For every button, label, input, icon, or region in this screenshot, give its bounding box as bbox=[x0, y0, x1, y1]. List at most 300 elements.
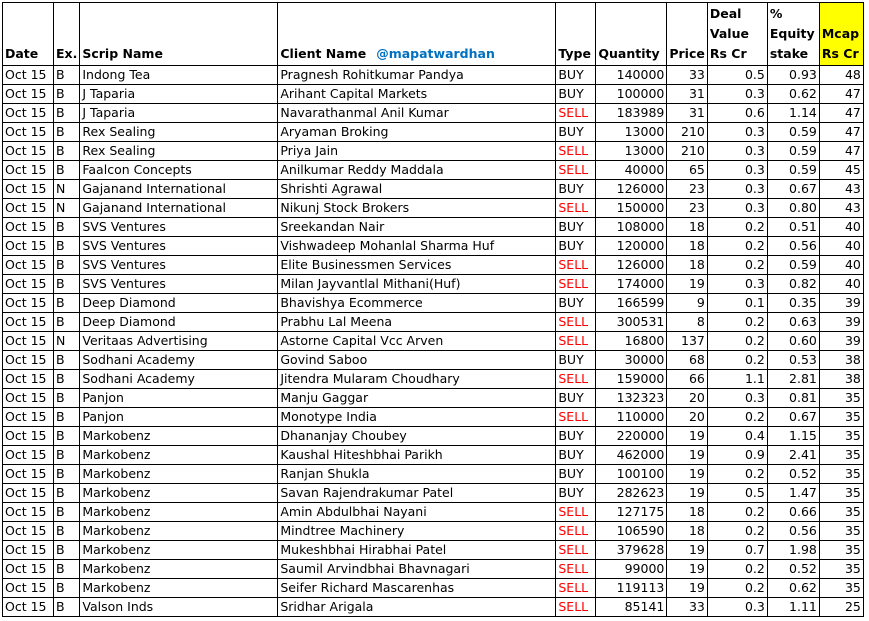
cell-date: Oct 15 bbox=[3, 332, 54, 351]
cell-exchange: B bbox=[54, 275, 80, 294]
block-deals-table bbox=[2, 2, 864, 617]
cell-deal-value: 0.5 bbox=[707, 484, 767, 503]
cell-mcap: 40 bbox=[819, 256, 863, 275]
table-row bbox=[3, 427, 864, 446]
table-row bbox=[3, 104, 864, 123]
cell-equity-stake: 0.82 bbox=[767, 275, 819, 294]
cell-price: 33 bbox=[667, 66, 708, 85]
cell-price: 18 bbox=[667, 218, 708, 237]
cell-mcap: 40 bbox=[819, 218, 863, 237]
cell-mcap: 35 bbox=[819, 503, 863, 522]
cell-date: Oct 15 bbox=[3, 541, 54, 560]
cell-type: SELL bbox=[556, 161, 596, 180]
cell-deal-value: 0.5 bbox=[707, 66, 767, 85]
cell-deal-value: 0.2 bbox=[707, 256, 767, 275]
table-row bbox=[3, 332, 864, 351]
cell-client-name: Astorne Capital Vcc Arven bbox=[278, 332, 556, 351]
table-body bbox=[3, 66, 864, 617]
cell-equity-stake: 0.59 bbox=[767, 142, 819, 161]
cell-type: BUY bbox=[556, 389, 596, 408]
cell-exchange: B bbox=[54, 294, 80, 313]
cell-deal-value: 0.2 bbox=[707, 351, 767, 370]
cell-date: Oct 15 bbox=[3, 408, 54, 427]
cell-mcap: 35 bbox=[819, 560, 863, 579]
cell-deal-value: 0.3 bbox=[707, 598, 767, 617]
cell-deal-value: 0.2 bbox=[707, 313, 767, 332]
cell-equity-stake: 0.59 bbox=[767, 256, 819, 275]
cell-scrip-name: J Taparia bbox=[80, 85, 278, 104]
cell-price: 65 bbox=[667, 161, 708, 180]
table-row bbox=[3, 237, 864, 256]
cell-type: BUY bbox=[556, 465, 596, 484]
cell-equity-stake: 1.14 bbox=[767, 104, 819, 123]
cell-equity-stake: 0.51 bbox=[767, 218, 819, 237]
cell-mcap: 39 bbox=[819, 332, 863, 351]
cell-scrip-name: Deep Diamond bbox=[80, 313, 278, 332]
cell-exchange: B bbox=[54, 66, 80, 85]
cell-client-name: Prabhu Lal Meena bbox=[278, 313, 556, 332]
cell-type: BUY bbox=[556, 351, 596, 370]
table-row bbox=[3, 218, 864, 237]
cell-date: Oct 15 bbox=[3, 598, 54, 617]
cell-date: Oct 15 bbox=[3, 427, 54, 446]
cell-client-name: Manju Gaggar bbox=[278, 389, 556, 408]
cell-type: BUY bbox=[556, 180, 596, 199]
cell-client-name: Pragnesh Rohitkumar Pandya bbox=[278, 66, 556, 85]
cell-date: Oct 15 bbox=[3, 180, 54, 199]
cell-price: 210 bbox=[667, 142, 708, 161]
table-row bbox=[3, 484, 864, 503]
cell-deal-value: 0.3 bbox=[707, 389, 767, 408]
cell-deal-value: 0.1 bbox=[707, 294, 767, 313]
cell-exchange: B bbox=[54, 237, 80, 256]
cell-type: BUY bbox=[556, 123, 596, 142]
cell-price: 23 bbox=[667, 180, 708, 199]
cell-date: Oct 15 bbox=[3, 66, 54, 85]
cell-mcap: 47 bbox=[819, 104, 863, 123]
cell-price: 18 bbox=[667, 503, 708, 522]
cell-deal-value: 0.3 bbox=[707, 275, 767, 294]
cell-quantity: 462000 bbox=[596, 446, 667, 465]
cell-quantity: 106590 bbox=[596, 522, 667, 541]
cell-date: Oct 15 bbox=[3, 389, 54, 408]
cell-scrip-name: SVS Ventures bbox=[80, 256, 278, 275]
cell-price: 18 bbox=[667, 522, 708, 541]
cell-mcap: 47 bbox=[819, 85, 863, 104]
cell-scrip-name: Gajanand International bbox=[80, 199, 278, 218]
cell-exchange: B bbox=[54, 218, 80, 237]
cell-type: BUY bbox=[556, 237, 596, 256]
cell-mcap: 45 bbox=[819, 161, 863, 180]
cell-client-name: Amin Abdulbhai Nayani bbox=[278, 503, 556, 522]
table-row bbox=[3, 180, 864, 199]
cell-type: BUY bbox=[556, 427, 596, 446]
cell-equity-stake: 1.11 bbox=[767, 598, 819, 617]
cell-quantity: 126000 bbox=[596, 180, 667, 199]
cell-quantity: 40000 bbox=[596, 161, 667, 180]
cell-price: 19 bbox=[667, 446, 708, 465]
cell-quantity: 150000 bbox=[596, 199, 667, 218]
table-row bbox=[3, 351, 864, 370]
table-row bbox=[3, 199, 864, 218]
cell-scrip-name: Panjon bbox=[80, 408, 278, 427]
cell-type: SELL bbox=[556, 408, 596, 427]
cell-equity-stake: 0.81 bbox=[767, 389, 819, 408]
table-row bbox=[3, 123, 864, 142]
table-row bbox=[3, 85, 864, 104]
cell-date: Oct 15 bbox=[3, 522, 54, 541]
cell-date: Oct 15 bbox=[3, 560, 54, 579]
cell-exchange: N bbox=[54, 180, 80, 199]
cell-quantity: 100100 bbox=[596, 465, 667, 484]
cell-mcap: 48 bbox=[819, 66, 863, 85]
cell-deal-value: 0.9 bbox=[707, 446, 767, 465]
cell-date: Oct 15 bbox=[3, 503, 54, 522]
cell-type: SELL bbox=[556, 579, 596, 598]
header-mcap: Mcap Rs Cr bbox=[819, 3, 863, 66]
cell-date: Oct 15 bbox=[3, 85, 54, 104]
cell-mcap: 35 bbox=[819, 427, 863, 446]
cell-price: 210 bbox=[667, 123, 708, 142]
cell-equity-stake: 0.63 bbox=[767, 313, 819, 332]
cell-date: Oct 15 bbox=[3, 313, 54, 332]
cell-equity-stake: 0.59 bbox=[767, 161, 819, 180]
cell-exchange: B bbox=[54, 123, 80, 142]
cell-quantity: 110000 bbox=[596, 408, 667, 427]
cell-quantity: 282623 bbox=[596, 484, 667, 503]
cell-mcap: 38 bbox=[819, 370, 863, 389]
header-equity-stake: % Equity stake bbox=[767, 3, 819, 66]
cell-price: 68 bbox=[667, 351, 708, 370]
cell-client-name: Dhananjay Choubey bbox=[278, 427, 556, 446]
table-row bbox=[3, 294, 864, 313]
cell-mcap: 35 bbox=[819, 522, 863, 541]
cell-equity-stake: 2.81 bbox=[767, 370, 819, 389]
cell-date: Oct 15 bbox=[3, 370, 54, 389]
cell-scrip-name: Indong Tea bbox=[80, 66, 278, 85]
cell-type: BUY bbox=[556, 294, 596, 313]
cell-exchange: B bbox=[54, 161, 80, 180]
cell-price: 19 bbox=[667, 465, 708, 484]
cell-type: SELL bbox=[556, 199, 596, 218]
cell-exchange: B bbox=[54, 370, 80, 389]
cell-quantity: 126000 bbox=[596, 256, 667, 275]
cell-equity-stake: 0.67 bbox=[767, 408, 819, 427]
cell-date: Oct 15 bbox=[3, 218, 54, 237]
cell-mcap: 35 bbox=[819, 541, 863, 560]
cell-date: Oct 15 bbox=[3, 161, 54, 180]
cell-equity-stake: 0.59 bbox=[767, 123, 819, 142]
cell-equity-stake: 0.67 bbox=[767, 180, 819, 199]
table-row bbox=[3, 446, 864, 465]
table-row bbox=[3, 313, 864, 332]
cell-scrip-name: Markobenz bbox=[80, 541, 278, 560]
cell-client-name: Anilkumar Reddy Maddala bbox=[278, 161, 556, 180]
cell-scrip-name: Markobenz bbox=[80, 522, 278, 541]
cell-equity-stake: 1.15 bbox=[767, 427, 819, 446]
cell-deal-value: 0.2 bbox=[707, 237, 767, 256]
cell-quantity: 132323 bbox=[596, 389, 667, 408]
cell-date: Oct 15 bbox=[3, 199, 54, 218]
cell-client-name: Monotype India bbox=[278, 408, 556, 427]
cell-mcap: 47 bbox=[819, 142, 863, 161]
cell-exchange: B bbox=[54, 351, 80, 370]
cell-deal-value: 0.3 bbox=[707, 85, 767, 104]
cell-price: 18 bbox=[667, 237, 708, 256]
cell-exchange: B bbox=[54, 446, 80, 465]
cell-quantity: 30000 bbox=[596, 351, 667, 370]
cell-mcap: 40 bbox=[819, 237, 863, 256]
cell-exchange: B bbox=[54, 427, 80, 446]
cell-exchange: N bbox=[54, 199, 80, 218]
cell-type: SELL bbox=[556, 104, 596, 123]
table-row bbox=[3, 389, 864, 408]
cell-price: 137 bbox=[667, 332, 708, 351]
cell-scrip-name: J Taparia bbox=[80, 104, 278, 123]
cell-equity-stake: 0.52 bbox=[767, 560, 819, 579]
cell-scrip-name: Sodhani Academy bbox=[80, 370, 278, 389]
cell-client-name: Nikunj Stock Brokers bbox=[278, 199, 556, 218]
cell-quantity: 220000 bbox=[596, 427, 667, 446]
cell-deal-value: 0.3 bbox=[707, 142, 767, 161]
cell-scrip-name: Faalcon Concepts bbox=[80, 161, 278, 180]
cell-mcap: 35 bbox=[819, 579, 863, 598]
cell-quantity: 120000 bbox=[596, 237, 667, 256]
cell-price: 31 bbox=[667, 104, 708, 123]
cell-scrip-name: Markobenz bbox=[80, 484, 278, 503]
cell-quantity: 85141 bbox=[596, 598, 667, 617]
cell-exchange: B bbox=[54, 85, 80, 104]
cell-equity-stake: 0.53 bbox=[767, 351, 819, 370]
cell-client-name: Jitendra Mularam Choudhary bbox=[278, 370, 556, 389]
header-client-name bbox=[278, 3, 556, 66]
cell-client-name: Ranjan Shukla bbox=[278, 465, 556, 484]
cell-mcap: 43 bbox=[819, 180, 863, 199]
cell-mcap: 35 bbox=[819, 465, 863, 484]
cell-equity-stake: 0.62 bbox=[767, 579, 819, 598]
cell-date: Oct 15 bbox=[3, 351, 54, 370]
cell-quantity: 140000 bbox=[596, 66, 667, 85]
cell-client-name: Vishwadeep Mohanlal Sharma Huf bbox=[278, 237, 556, 256]
cell-scrip-name: Markobenz bbox=[80, 446, 278, 465]
cell-client-name: Mindtree Machinery bbox=[278, 522, 556, 541]
cell-type: SELL bbox=[556, 503, 596, 522]
header-date: Date bbox=[3, 3, 54, 66]
cell-price: 20 bbox=[667, 408, 708, 427]
cell-price: 33 bbox=[667, 598, 708, 617]
cell-exchange: B bbox=[54, 142, 80, 161]
cell-equity-stake: 1.47 bbox=[767, 484, 819, 503]
cell-type: BUY bbox=[556, 218, 596, 237]
cell-scrip-name: SVS Ventures bbox=[80, 237, 278, 256]
author-handle: @mapatwardhan bbox=[376, 46, 495, 61]
cell-quantity: 159000 bbox=[596, 370, 667, 389]
cell-equity-stake: 0.56 bbox=[767, 237, 819, 256]
table-row bbox=[3, 522, 864, 541]
table-row bbox=[3, 161, 864, 180]
cell-mcap: 39 bbox=[819, 294, 863, 313]
cell-mcap: 43 bbox=[819, 199, 863, 218]
cell-equity-stake: 2.41 bbox=[767, 446, 819, 465]
cell-date: Oct 15 bbox=[3, 256, 54, 275]
cell-equity-stake: 0.52 bbox=[767, 465, 819, 484]
cell-price: 19 bbox=[667, 541, 708, 560]
cell-equity-stake: 0.35 bbox=[767, 294, 819, 313]
table-row bbox=[3, 142, 864, 161]
cell-quantity: 166599 bbox=[596, 294, 667, 313]
cell-exchange: B bbox=[54, 313, 80, 332]
table-row bbox=[3, 66, 864, 85]
cell-price: 9 bbox=[667, 294, 708, 313]
cell-type: SELL bbox=[556, 598, 596, 617]
cell-price: 20 bbox=[667, 389, 708, 408]
cell-equity-stake: 1.98 bbox=[767, 541, 819, 560]
cell-equity-stake: 0.60 bbox=[767, 332, 819, 351]
table-row bbox=[3, 256, 864, 275]
cell-mcap: 25 bbox=[819, 598, 863, 617]
cell-deal-value: 0.6 bbox=[707, 104, 767, 123]
header-exchange: Ex. bbox=[54, 3, 80, 66]
cell-quantity: 108000 bbox=[596, 218, 667, 237]
cell-deal-value: 0.7 bbox=[707, 541, 767, 560]
cell-scrip-name: Markobenz bbox=[80, 427, 278, 446]
table-row bbox=[3, 370, 864, 389]
cell-deal-value: 0.3 bbox=[707, 199, 767, 218]
cell-type: SELL bbox=[556, 313, 596, 332]
cell-type: BUY bbox=[556, 446, 596, 465]
cell-equity-stake: 0.56 bbox=[767, 522, 819, 541]
cell-type: SELL bbox=[556, 370, 596, 389]
table-row bbox=[3, 541, 864, 560]
cell-mcap: 35 bbox=[819, 484, 863, 503]
cell-type: BUY bbox=[556, 66, 596, 85]
cell-client-name: Sridhar Arigala bbox=[278, 598, 556, 617]
cell-scrip-name: Deep Diamond bbox=[80, 294, 278, 313]
cell-date: Oct 15 bbox=[3, 446, 54, 465]
header-type: Type bbox=[556, 3, 596, 66]
cell-client-name: Navarathanmal Anil Kumar bbox=[278, 104, 556, 123]
cell-type: SELL bbox=[556, 142, 596, 161]
cell-scrip-name: Markobenz bbox=[80, 503, 278, 522]
cell-mcap: 35 bbox=[819, 408, 863, 427]
cell-client-name: Kaushal Hiteshbhai Parikh bbox=[278, 446, 556, 465]
cell-exchange: B bbox=[54, 598, 80, 617]
cell-client-name: Bhavishya Ecommerce bbox=[278, 294, 556, 313]
cell-mcap: 40 bbox=[819, 275, 863, 294]
cell-client-name: Elite Businessmen Services bbox=[278, 256, 556, 275]
header-quantity: Quantity bbox=[596, 3, 667, 66]
header-scrip-name: Scrip Name bbox=[80, 3, 278, 66]
cell-client-name: Milan Jayvantlal Mithani(Huf) bbox=[278, 275, 556, 294]
cell-quantity: 174000 bbox=[596, 275, 667, 294]
cell-equity-stake: 0.62 bbox=[767, 85, 819, 104]
cell-deal-value: 0.2 bbox=[707, 218, 767, 237]
cell-deal-value: 1.1 bbox=[707, 370, 767, 389]
cell-date: Oct 15 bbox=[3, 123, 54, 142]
cell-deal-value: 0.4 bbox=[707, 427, 767, 446]
cell-mcap: 47 bbox=[819, 123, 863, 142]
cell-client-name: Mukeshbhai Hirabhai Patel bbox=[278, 541, 556, 560]
cell-deal-value: 0.2 bbox=[707, 332, 767, 351]
cell-quantity: 300531 bbox=[596, 313, 667, 332]
cell-quantity: 16800 bbox=[596, 332, 667, 351]
cell-exchange: B bbox=[54, 104, 80, 123]
cell-exchange: B bbox=[54, 484, 80, 503]
cell-exchange: B bbox=[54, 389, 80, 408]
cell-client-name: Sreekandan Nair bbox=[278, 218, 556, 237]
cell-price: 23 bbox=[667, 199, 708, 218]
cell-exchange: B bbox=[54, 560, 80, 579]
cell-exchange: B bbox=[54, 408, 80, 427]
header-price: Price bbox=[667, 3, 708, 66]
cell-exchange: B bbox=[54, 579, 80, 598]
cell-deal-value: 0.3 bbox=[707, 123, 767, 142]
cell-type: BUY bbox=[556, 85, 596, 104]
cell-type: SELL bbox=[556, 275, 596, 294]
cell-date: Oct 15 bbox=[3, 142, 54, 161]
cell-scrip-name: SVS Ventures bbox=[80, 218, 278, 237]
cell-date: Oct 15 bbox=[3, 484, 54, 503]
cell-quantity: 99000 bbox=[596, 560, 667, 579]
cell-mcap: 35 bbox=[819, 389, 863, 408]
cell-price: 19 bbox=[667, 275, 708, 294]
cell-deal-value: 0.2 bbox=[707, 522, 767, 541]
cell-date: Oct 15 bbox=[3, 465, 54, 484]
cell-date: Oct 15 bbox=[3, 579, 54, 598]
cell-mcap: 39 bbox=[819, 313, 863, 332]
cell-client-name: Priya Jain bbox=[278, 142, 556, 161]
cell-price: 66 bbox=[667, 370, 708, 389]
cell-client-name: Saumil Arvindbhai Bhavnagari bbox=[278, 560, 556, 579]
header-deal-value: Deal Value Rs Cr bbox=[707, 3, 767, 66]
cell-client-name: Savan Rajendrakumar Patel bbox=[278, 484, 556, 503]
header-row bbox=[3, 3, 864, 66]
cell-exchange: B bbox=[54, 541, 80, 560]
cell-scrip-name: SVS Ventures bbox=[80, 275, 278, 294]
cell-scrip-name: Rex Sealing bbox=[80, 142, 278, 161]
cell-price: 18 bbox=[667, 256, 708, 275]
cell-mcap: 35 bbox=[819, 446, 863, 465]
cell-price: 31 bbox=[667, 85, 708, 104]
cell-type: SELL bbox=[556, 332, 596, 351]
cell-price: 8 bbox=[667, 313, 708, 332]
cell-type: SELL bbox=[556, 522, 596, 541]
cell-scrip-name: Markobenz bbox=[80, 465, 278, 484]
cell-exchange: N bbox=[54, 332, 80, 351]
cell-quantity: 13000 bbox=[596, 123, 667, 142]
cell-exchange: B bbox=[54, 522, 80, 541]
cell-equity-stake: 0.93 bbox=[767, 66, 819, 85]
cell-scrip-name: Rex Sealing bbox=[80, 123, 278, 142]
table-row bbox=[3, 579, 864, 598]
cell-deal-value: 0.3 bbox=[707, 161, 767, 180]
cell-scrip-name: Markobenz bbox=[80, 579, 278, 598]
cell-equity-stake: 0.80 bbox=[767, 199, 819, 218]
cell-quantity: 379628 bbox=[596, 541, 667, 560]
table-row bbox=[3, 503, 864, 522]
table-row bbox=[3, 560, 864, 579]
cell-quantity: 183989 bbox=[596, 104, 667, 123]
cell-date: Oct 15 bbox=[3, 104, 54, 123]
cell-type: SELL bbox=[556, 560, 596, 579]
cell-date: Oct 15 bbox=[3, 294, 54, 313]
header-client-label: Client Name bbox=[280, 46, 367, 61]
table-row bbox=[3, 275, 864, 294]
cell-client-name: Seifer Richard Mascarenhas bbox=[278, 579, 556, 598]
cell-price: 19 bbox=[667, 484, 708, 503]
cell-type: SELL bbox=[556, 256, 596, 275]
cell-type: BUY bbox=[556, 484, 596, 503]
